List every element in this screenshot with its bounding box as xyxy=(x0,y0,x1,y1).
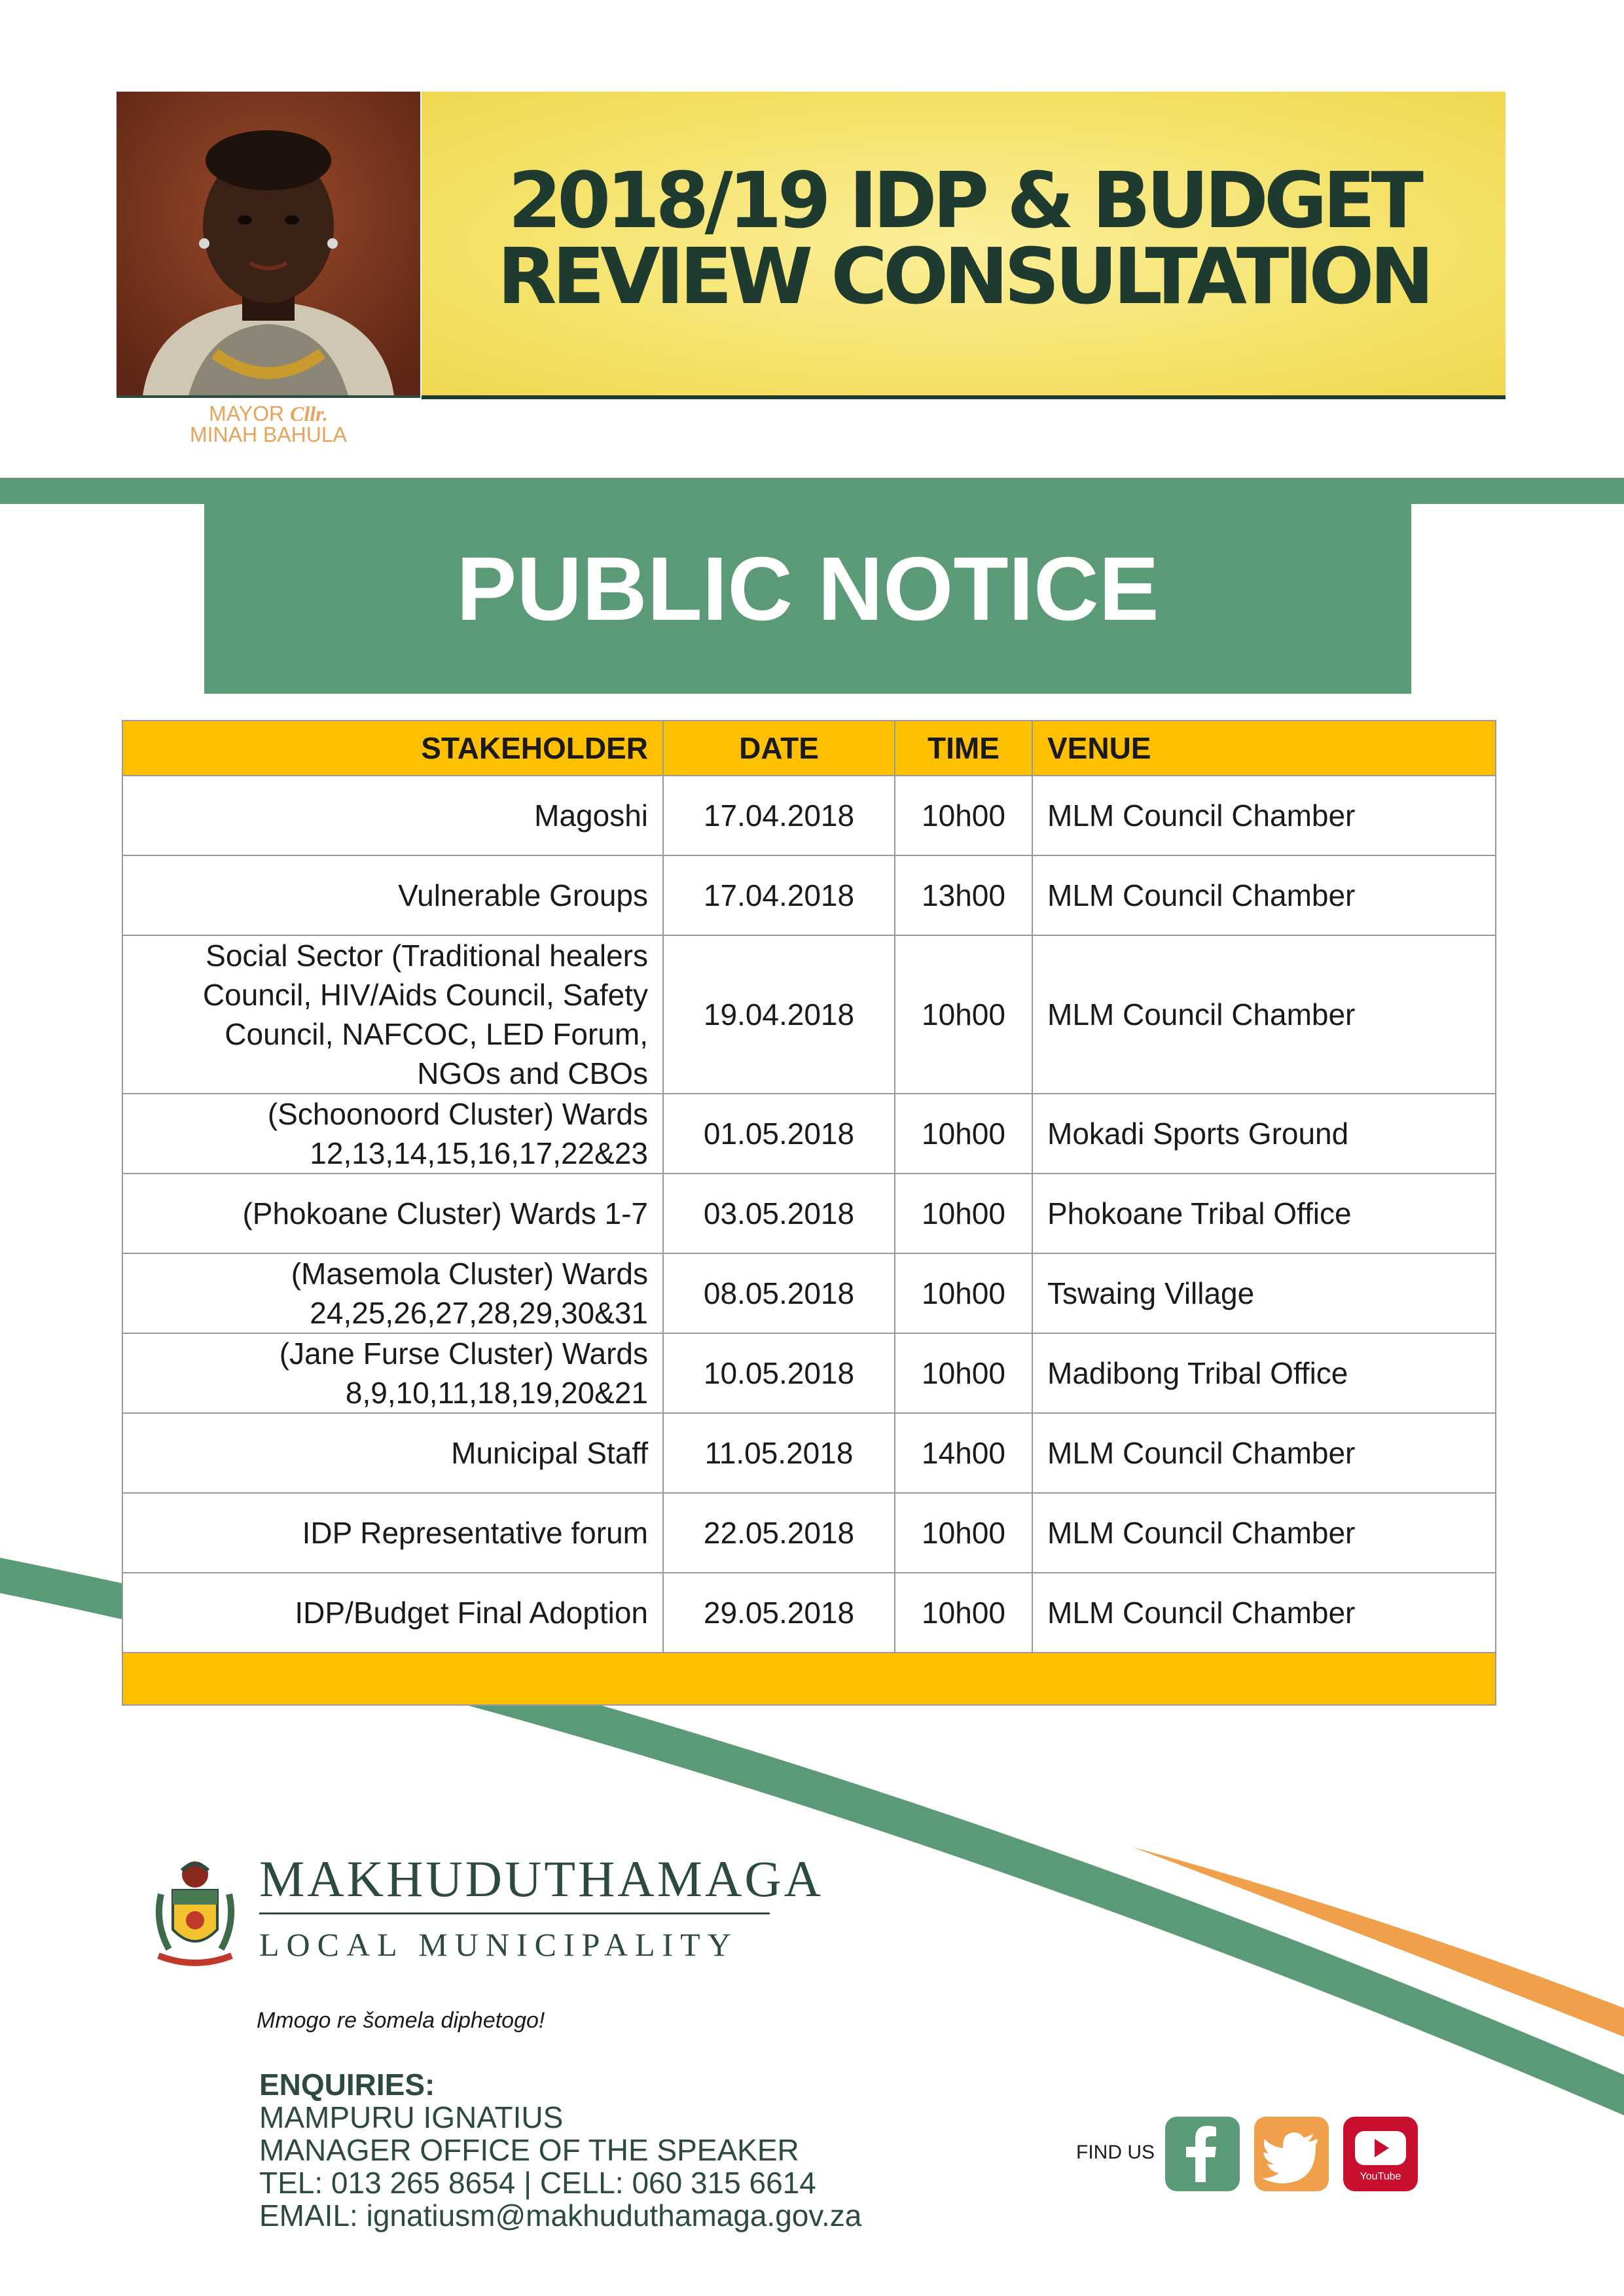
header-stakeholder: STAKEHOLDER xyxy=(122,721,663,776)
table-row xyxy=(122,1094,1496,1174)
time-cell: 10h00 xyxy=(895,1493,1032,1573)
mayor-photo xyxy=(117,92,420,398)
public-notice-box xyxy=(204,504,1411,694)
caption-title: Cllr. xyxy=(290,402,328,425)
table-header-row xyxy=(122,721,1496,776)
date-cell: 17.04.2018 xyxy=(663,855,895,935)
green-divider-bar xyxy=(0,478,1624,504)
stakeholder-cell: (Jane Furse Cluster) Wards 8,9,10,11,18,19,20&21 xyxy=(122,1333,663,1413)
date-cell: 22.05.2018 xyxy=(663,1493,895,1573)
date-cell: 03.05.2018 xyxy=(663,1174,895,1253)
venue-cell: MLM Council Chamber xyxy=(1032,1413,1496,1493)
table-row xyxy=(122,1333,1496,1413)
stakeholder-cell: IDP Representative forum xyxy=(122,1493,663,1573)
header-venue: VENUE xyxy=(1032,721,1496,776)
table-row xyxy=(122,935,1496,1094)
venue-cell: Phokoane Tribal Office xyxy=(1032,1174,1496,1253)
stakeholder-cell: Social Sector (Traditional healers Council, HIV/Aids Council, Safety Council, NAFCOC, LED Forum, NGOs and CBOs xyxy=(122,935,663,1094)
find-us-label: FIND US xyxy=(1076,2142,1155,2163)
youtube-icon[interactable] xyxy=(1343,2117,1418,2191)
table-footer-bar xyxy=(122,1653,1496,1705)
municipal-crest-icon xyxy=(149,1857,241,1970)
contact-email: EMAIL: ignatiusm@makhuduthamaga.gov.za xyxy=(259,2198,862,2233)
header-date: DATE xyxy=(663,721,895,776)
date-cell: 29.05.2018 xyxy=(663,1573,895,1653)
time-cell: 10h00 xyxy=(895,1253,1032,1333)
facebook-icon[interactable] xyxy=(1165,2117,1240,2191)
contact-role: MANAGER OFFICE OF THE SPEAKER xyxy=(259,2133,799,2167)
stakeholder-cell: Vulnerable Groups xyxy=(122,855,663,935)
enquiries-block xyxy=(259,2068,861,2232)
venue-cell: Madibong Tribal Office xyxy=(1032,1333,1496,1413)
stakeholder-cell: (Phokoane Cluster) Wards 1-7 xyxy=(122,1174,663,1253)
twitter-icon[interactable] xyxy=(1254,2117,1329,2191)
date-cell: 01.05.2018 xyxy=(663,1094,895,1174)
title-line-2: REVIEW CONSULTATION xyxy=(497,231,1430,321)
time-cell: 10h00 xyxy=(895,776,1032,855)
venue-cell: MLM Council Chamber xyxy=(1032,1493,1496,1573)
table-row xyxy=(122,1253,1496,1333)
title-banner xyxy=(422,92,1506,399)
table-row xyxy=(122,855,1496,935)
time-cell: 10h00 xyxy=(895,1094,1032,1174)
venue-cell: Tswaing Village xyxy=(1032,1253,1496,1333)
brand-divider xyxy=(259,1912,770,1914)
caption-prefix: MAYOR xyxy=(209,402,291,425)
stakeholder-cell: Magoshi xyxy=(122,776,663,855)
venue-cell: MLM Council Chamber xyxy=(1032,855,1496,935)
contact-name: MAMPURU IGNATIUS xyxy=(259,2100,564,2134)
contact-phone: TEL: 013 265 8654 | CELL: 060 315 6614 xyxy=(259,2166,816,2200)
public-notice-title: PUBLIC NOTICE xyxy=(456,539,1159,639)
page-title xyxy=(422,155,1506,321)
time-cell: 14h00 xyxy=(895,1413,1032,1493)
time-cell: 10h00 xyxy=(895,1573,1032,1653)
date-cell: 11.05.2018 xyxy=(663,1413,895,1493)
venue-cell: Mokadi Sports Ground xyxy=(1032,1094,1496,1174)
table-row xyxy=(122,1573,1496,1653)
title-line-1: 2018/19 IDP & BUDGET xyxy=(508,155,1419,245)
consultation-schedule-table xyxy=(122,720,1496,1706)
time-cell: 10h00 xyxy=(895,935,1032,1094)
venue-cell: MLM Council Chamber xyxy=(1032,1573,1496,1653)
municipality-subtitle: LOCAL MUNICIPALITY xyxy=(259,1926,738,1963)
table-row xyxy=(122,1413,1496,1493)
venue-cell: MLM Council Chamber xyxy=(1032,935,1496,1094)
table-footer-row xyxy=(122,1653,1496,1705)
municipality-name: MAKHUDUTHAMAGA xyxy=(259,1850,823,1907)
table-row xyxy=(122,776,1496,855)
stakeholder-cell: IDP/Budget Final Adoption xyxy=(122,1573,663,1653)
time-cell: 10h00 xyxy=(895,1333,1032,1413)
date-cell: 10.05.2018 xyxy=(663,1333,895,1413)
header-time: TIME xyxy=(895,721,1032,776)
stakeholder-cell: Municipal Staff xyxy=(122,1413,663,1493)
youtube-caption: YouTube xyxy=(1360,2171,1401,2182)
stakeholder-cell: (Masemola Cluster) Wards 24,25,26,27,28,29,30&31 xyxy=(122,1253,663,1333)
table-row xyxy=(122,1174,1496,1253)
time-cell: 13h00 xyxy=(895,855,1032,935)
enquiries-heading: ENQUIRIES: xyxy=(259,2068,435,2102)
time-cell: 10h00 xyxy=(895,1174,1032,1253)
mayor-caption xyxy=(117,403,420,445)
caption-name: MINAH BAHULA xyxy=(189,423,348,446)
date-cell: 19.04.2018 xyxy=(663,935,895,1094)
slogan: Mmogo re šomela diphetogo! xyxy=(257,2008,545,2033)
venue-cell: MLM Council Chamber xyxy=(1032,776,1496,855)
date-cell: 08.05.2018 xyxy=(663,1253,895,1333)
stakeholder-cell: (Schoonoord Cluster) Wards 12,13,14,15,16,17,22&23 xyxy=(122,1094,663,1174)
table-row xyxy=(122,1493,1496,1573)
date-cell: 17.04.2018 xyxy=(663,776,895,855)
